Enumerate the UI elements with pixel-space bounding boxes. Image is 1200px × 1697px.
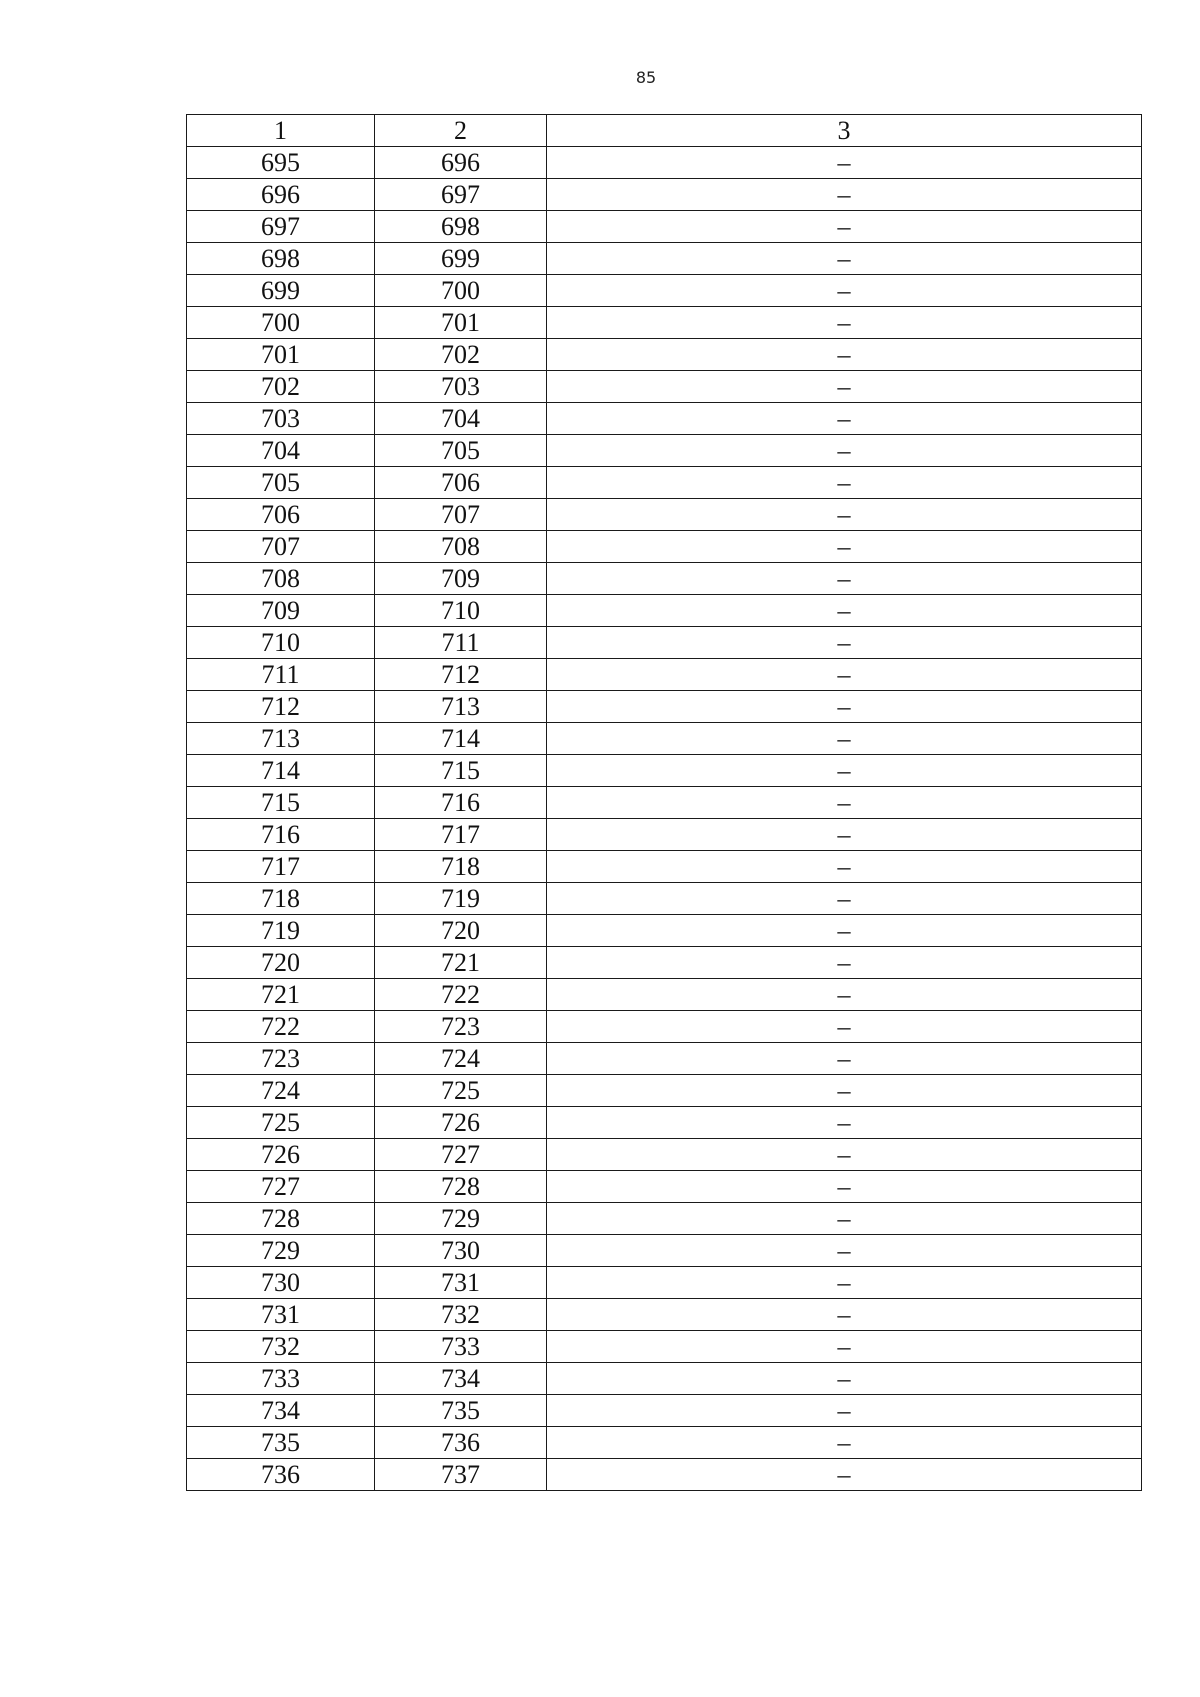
- table-cell-col-2: 713: [375, 691, 547, 723]
- table-cell-col-2: 717: [375, 819, 547, 851]
- table-cell-col-2: 707: [375, 499, 547, 531]
- table-cell-col-1: 705: [187, 467, 375, 499]
- table-row: [187, 1171, 1142, 1203]
- table-cell-col-3: –: [547, 851, 1142, 883]
- table-cell-col-3: –: [547, 1043, 1142, 1075]
- table-cell-col-1: 731: [187, 1299, 375, 1331]
- table-cell-col-2: 705: [375, 435, 547, 467]
- table-row: [187, 723, 1142, 755]
- table-cell-col-3: –: [547, 243, 1142, 275]
- table-cell-col-3: –: [547, 435, 1142, 467]
- table-row: [187, 915, 1142, 947]
- table-cell-col-1: 724: [187, 1075, 375, 1107]
- table-row: [187, 307, 1142, 339]
- table-cell-col-2: 723: [375, 1011, 547, 1043]
- table-cell-col-2: 735: [375, 1395, 547, 1427]
- table-row: [187, 691, 1142, 723]
- table-cell-col-1: 735: [187, 1427, 375, 1459]
- table-cell-col-1: 720: [187, 947, 375, 979]
- table-row: [187, 435, 1142, 467]
- table-cell-col-2: 704: [375, 403, 547, 435]
- table-cell-col-1: 717: [187, 851, 375, 883]
- table-cell-col-3: –: [547, 563, 1142, 595]
- table-cell-col-1: 703: [187, 403, 375, 435]
- table-cell-col-1: 730: [187, 1267, 375, 1299]
- table-cell-col-1: 714: [187, 755, 375, 787]
- table-cell-col-1: 712: [187, 691, 375, 723]
- table-cell-col-3: –: [547, 883, 1142, 915]
- table-cell-col-2: 718: [375, 851, 547, 883]
- table-cell-col-3: –: [547, 1363, 1142, 1395]
- table-cell-col-1: 715: [187, 787, 375, 819]
- column-header-1: 1: [187, 115, 375, 147]
- table-cell-col-3: –: [547, 1267, 1142, 1299]
- table-cell-col-3: –: [547, 499, 1142, 531]
- table-cell-col-3: –: [547, 275, 1142, 307]
- table-cell-col-3: –: [547, 1395, 1142, 1427]
- table-cell-col-1: 708: [187, 563, 375, 595]
- table-cell-col-2: 720: [375, 915, 547, 947]
- page-number: 85: [635, 68, 657, 87]
- table-cell-col-1: 719: [187, 915, 375, 947]
- table-cell-col-3: –: [547, 723, 1142, 755]
- table-row: [187, 1235, 1142, 1267]
- table-cell-col-1: 706: [187, 499, 375, 531]
- table-cell-col-3: –: [547, 467, 1142, 499]
- table-cell-col-1: 710: [187, 627, 375, 659]
- table-cell-col-3: –: [547, 1235, 1142, 1267]
- table-cell-col-1: 722: [187, 1011, 375, 1043]
- table-row: [187, 979, 1142, 1011]
- table-cell-col-1: 696: [187, 179, 375, 211]
- table-cell-col-3: –: [547, 1427, 1142, 1459]
- table-row: [187, 1363, 1142, 1395]
- table-row: [187, 531, 1142, 563]
- table-cell-col-3: –: [547, 659, 1142, 691]
- table-cell-col-2: 726: [375, 1107, 547, 1139]
- table-cell-col-2: 722: [375, 979, 547, 1011]
- table-cell-col-3: –: [547, 1459, 1142, 1491]
- table-row: [187, 1395, 1142, 1427]
- table-row: [187, 179, 1142, 211]
- table-row: [187, 1139, 1142, 1171]
- table-cell-col-1: 733: [187, 1363, 375, 1395]
- table-cell-col-1: 716: [187, 819, 375, 851]
- table-row: [187, 1107, 1142, 1139]
- table-row: [187, 1459, 1142, 1491]
- table-row: [187, 147, 1142, 179]
- table-row: [187, 403, 1142, 435]
- table-cell-col-2: 731: [375, 1267, 547, 1299]
- table-cell-col-2: 728: [375, 1171, 547, 1203]
- table-cell-col-2: 727: [375, 1139, 547, 1171]
- table-cell-col-1: 702: [187, 371, 375, 403]
- table-cell-col-2: 702: [375, 339, 547, 371]
- table-row: [187, 627, 1142, 659]
- table-cell-col-3: –: [547, 1107, 1142, 1139]
- table-row: [187, 1203, 1142, 1235]
- table-row: [187, 499, 1142, 531]
- table-cell-col-2: 708: [375, 531, 547, 563]
- table-cell-col-3: –: [547, 339, 1142, 371]
- table-row: [187, 819, 1142, 851]
- table-cell-col-2: 709: [375, 563, 547, 595]
- table-cell-col-3: –: [547, 819, 1142, 851]
- table-cell-col-3: –: [547, 1331, 1142, 1363]
- table-cell-col-2: 734: [375, 1363, 547, 1395]
- table-cell-col-1: 721: [187, 979, 375, 1011]
- table-cell-col-2: 736: [375, 1427, 547, 1459]
- table-row: [187, 1427, 1142, 1459]
- table-row: [187, 243, 1142, 275]
- table-row: [187, 947, 1142, 979]
- table-cell-col-1: 704: [187, 435, 375, 467]
- table-cell-col-1: 701: [187, 339, 375, 371]
- table-row: [187, 659, 1142, 691]
- table-row: [187, 1011, 1142, 1043]
- table-row: [187, 1267, 1142, 1299]
- table-cell-col-2: 701: [375, 307, 547, 339]
- table-cell-col-1: 697: [187, 211, 375, 243]
- table-row: [187, 595, 1142, 627]
- table-row: [187, 275, 1142, 307]
- table-row: [187, 211, 1142, 243]
- table-cell-col-3: –: [547, 691, 1142, 723]
- table-body: [187, 115, 1142, 1491]
- table-row: [187, 339, 1142, 371]
- table-cell-col-2: 703: [375, 371, 547, 403]
- column-header-2: 2: [375, 115, 547, 147]
- table-cell-col-1: 695: [187, 147, 375, 179]
- table-cell-col-1: 713: [187, 723, 375, 755]
- table-cell-col-1: 700: [187, 307, 375, 339]
- table-header-row: [187, 115, 1142, 147]
- table-row: [187, 1331, 1142, 1363]
- table-cell-col-1: 734: [187, 1395, 375, 1427]
- table-row: [187, 1043, 1142, 1075]
- table-cell-col-3: –: [547, 787, 1142, 819]
- table-cell-col-1: 698: [187, 243, 375, 275]
- table-cell-col-2: 721: [375, 947, 547, 979]
- table-cell-col-2: 711: [375, 627, 547, 659]
- table-cell-col-3: –: [547, 1171, 1142, 1203]
- table-cell-col-3: –: [547, 403, 1142, 435]
- table-cell-col-1: 709: [187, 595, 375, 627]
- table-cell-col-1: 729: [187, 1235, 375, 1267]
- table-cell-col-1: 699: [187, 275, 375, 307]
- table-cell-col-3: –: [547, 1075, 1142, 1107]
- table-cell-col-2: 706: [375, 467, 547, 499]
- table-cell-col-2: 733: [375, 1331, 547, 1363]
- table-row: [187, 1075, 1142, 1107]
- table-cell-col-2: 696: [375, 147, 547, 179]
- table-cell-col-2: 699: [375, 243, 547, 275]
- table-cell-col-1: 707: [187, 531, 375, 563]
- table-cell-col-1: 725: [187, 1107, 375, 1139]
- table-cell-col-2: 697: [375, 179, 547, 211]
- table-cell-col-2: 716: [375, 787, 547, 819]
- table-cell-col-1: 732: [187, 1331, 375, 1363]
- table-cell-col-2: 714: [375, 723, 547, 755]
- table-row: [187, 563, 1142, 595]
- table-cell-col-3: –: [547, 371, 1142, 403]
- table-cell-col-1: 718: [187, 883, 375, 915]
- table-row: [187, 787, 1142, 819]
- table-cell-col-2: 730: [375, 1235, 547, 1267]
- table-cell-col-1: 736: [187, 1459, 375, 1491]
- table-row: [187, 371, 1142, 403]
- data-table: [186, 114, 1142, 1491]
- table-row: [187, 1299, 1142, 1331]
- table-cell-col-2: 719: [375, 883, 547, 915]
- table-cell-col-3: –: [547, 179, 1142, 211]
- table-cell-col-3: –: [547, 979, 1142, 1011]
- table-cell-col-2: 737: [375, 1459, 547, 1491]
- table-cell-col-3: –: [547, 1299, 1142, 1331]
- table-cell-col-3: –: [547, 947, 1142, 979]
- table-cell-col-3: –: [547, 915, 1142, 947]
- table-cell-col-3: –: [547, 595, 1142, 627]
- table-cell-col-2: 698: [375, 211, 547, 243]
- table-cell-col-2: 724: [375, 1043, 547, 1075]
- table-cell-col-1: 726: [187, 1139, 375, 1171]
- table-cell-col-2: 729: [375, 1203, 547, 1235]
- column-header-3: 3: [547, 115, 1142, 147]
- table-cell-col-3: –: [547, 307, 1142, 339]
- table-cell-col-2: 715: [375, 755, 547, 787]
- table-cell-col-3: –: [547, 1139, 1142, 1171]
- table-cell-col-2: 725: [375, 1075, 547, 1107]
- table-cell-col-1: 728: [187, 1203, 375, 1235]
- table-cell-col-3: –: [547, 531, 1142, 563]
- table-cell-col-1: 727: [187, 1171, 375, 1203]
- table-row: [187, 755, 1142, 787]
- table-cell-col-1: 723: [187, 1043, 375, 1075]
- table-cell-col-2: 712: [375, 659, 547, 691]
- table-cell-col-1: 711: [187, 659, 375, 691]
- table-row: [187, 467, 1142, 499]
- table-cell-col-3: –: [547, 211, 1142, 243]
- table-cell-col-2: 732: [375, 1299, 547, 1331]
- table-row: [187, 851, 1142, 883]
- table-cell-col-3: –: [547, 147, 1142, 179]
- table-cell-col-3: –: [547, 1011, 1142, 1043]
- table-cell-col-2: 710: [375, 595, 547, 627]
- table-row: [187, 883, 1142, 915]
- table-cell-col-2: 700: [375, 275, 547, 307]
- table-cell-col-3: –: [547, 1203, 1142, 1235]
- table-cell-col-3: –: [547, 627, 1142, 659]
- table-cell-col-3: –: [547, 755, 1142, 787]
